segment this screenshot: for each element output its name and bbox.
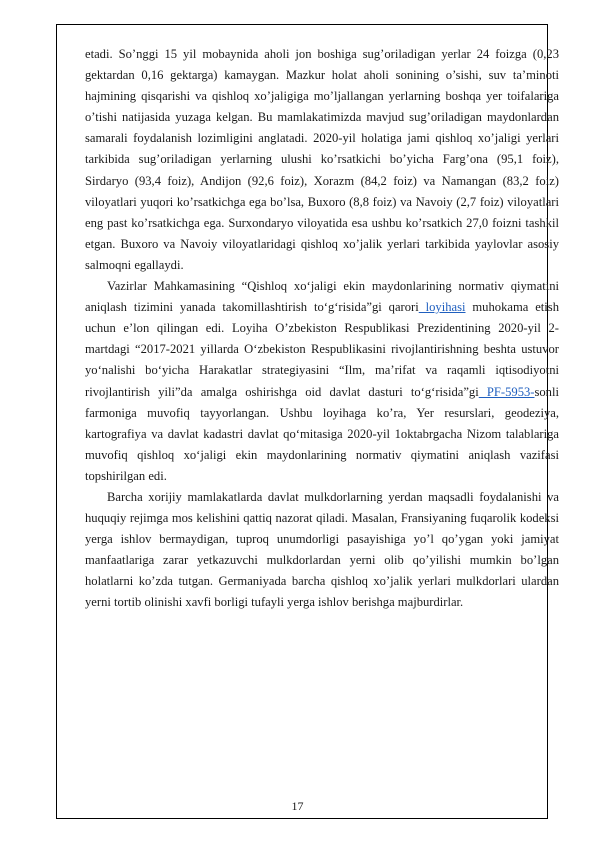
draft-resolution-link[interactable]: loyihasi bbox=[418, 300, 466, 315]
paragraph-2-text-b: muhokama etish uchun e’lon qilingan edi. Loyiha O’zbekiston Respublikasi Prezidentining 2020-yil 2-martdagi “2017-2021 yillarda O‘zbekiston Respublikasini rivojlantirishning beshta ustuvor yo‘nalishi bo‘yicha Harakatlar strategiyasini “Ilm, ma’rifat va raqamli iqtisodiyotni rivojlantirish yili”da amalga oshirishga oid davlat dasturi to‘g‘risida”gi bbox=[85, 300, 560, 399]
page-number: 17 bbox=[291, 799, 304, 813]
paragraph-2-text-c: sonli farmoniga muvofiq tayyorlangan. Ushbu loyihaga ko’ra, Yer resurslari, geodeziya, kartografiya va davlat kadastri davlat qo‘mitasiga 2020-yil 1oktabrgacha Nizom talablariga muvofiq qishloq xo‘jaligi ekin maydonlarining normativ qiymatini aniqlash vazifasi topshirilgan edi. bbox=[85, 384, 559, 483]
paragraph-3: Barcha xorijiy mamlakatlarda davlat mulkdorlarning yerdan maqsadli foydalanishi va huquqiy rejimga mos kelishini qattiq nazorat qiladi. Masalan, Fransiyaning fuqarolik kodeksi yerga ishlov bermaydigan, tuproq unumdorligi pasayishiga yo’l qo’ygan yoki jamiyat manfaatlariga zarar yetkazuvchi mulkdorlardan yerni olib qo’yilishi mumkin bo’lgan holatlarni ko’zda tutgan. Germaniyada barcha qishloq xo’jalik yerlari mulkdorlari ulardan yerni tortib olinishi xavfi borligi tufayli yerga ishlov berishga majburdirlar. bbox=[85, 489, 559, 610]
document-body bbox=[85, 44, 559, 614]
paragraph-1: etadi. So’nggi 15 yil mobaynida aholi jon boshiga sug’oriladigan yerlar 24 foizga (0,23 gektardan 0,16 gektarga) kamaygan. Mazkur holat aholi sonining o’sishi, suv ta’minoti hajmining qisqarishi va qishloq xo’jaligiga mo’ljallangan yerlarning boshqa yer toifalariga o’tishi natijasida yuzaga kelgan. Bu mamlakatimizda mavjud sug’oriladigan maydonlardan samarali foydalanish lozimligini anglatadi. 2020-yil holatiga jami qishloq xo’jaligi yerlari tarkibida sug’oriladigan yerlarning ulushi ko’rsatkichi bo’yicha Farg’ona (95,1 foiz), Sirdaryo (93,4 foiz), Andijon (92,6 foiz), Xorazm (84,2 foiz) va Namangan (83,2 foiz) viloyatlari yuqori ko’rsatkichga ega bo’lsa, Buxoro (8,8 foiz) va Navoiy (2,7 foiz) viloyatlari eng past ko’rsatkichga ega. Surxondaryo viloyatida esa ushbu ko’rsatkich 27,0 foizni tashkil etgan. Buxoro va Navoiy viloyatlaridagi qishloq xo’jalik yerlari tarkibida yaylovlar asosiy salmoqni egallaydi. bbox=[85, 47, 559, 272]
paragraph-2-text-a: Vazirlar Mahkamasining “Qishloq xo‘jaligi ekin maydonlarining normativ qiymatini aniqlash tizimini yanada takomillashtirish to‘g‘risida”gi qarori bbox=[85, 279, 559, 315]
paragraph-2 bbox=[85, 276, 559, 487]
decree-pf-5953-link[interactable]: PF-5953- bbox=[478, 384, 535, 399]
